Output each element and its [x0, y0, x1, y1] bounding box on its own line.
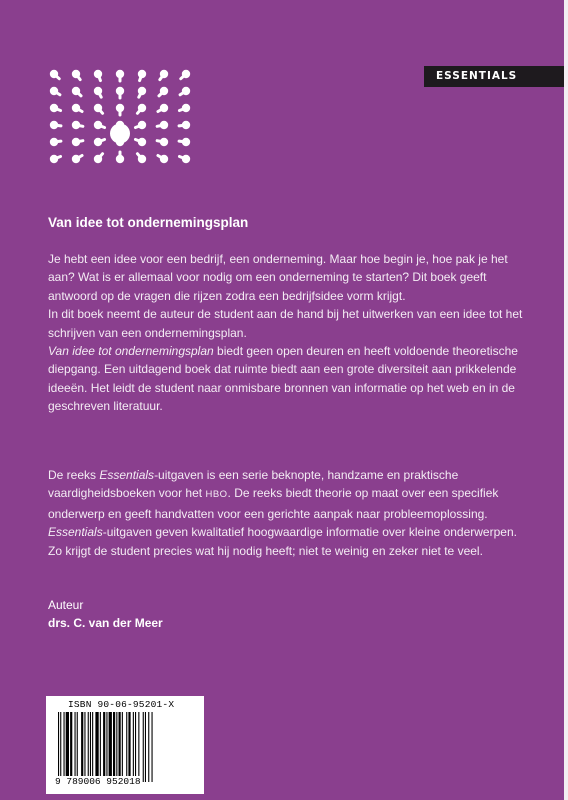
series-text-part: -uitgaven geven kwalitatief hoogwaardige informatie over kleine onderwerpen. Zo krijgt de student precies wat hij nodig heeft; niet te weinig en zeker niet te veel. — [48, 525, 517, 558]
logo-dot — [94, 104, 103, 114]
barcode-bar — [81, 712, 83, 782]
series-badge: ESSENTIALS — [424, 66, 564, 87]
barcode-bar — [126, 712, 127, 782]
logo-dot — [180, 87, 190, 95]
logo-dot — [179, 138, 190, 146]
intro-paragraph-3 — [48, 342, 528, 416]
barcode-bar — [75, 712, 76, 782]
series-name-italic: Essentials — [48, 525, 103, 540]
author-block — [48, 596, 163, 633]
barcode-bar — [95, 712, 98, 782]
barcode-panel — [46, 696, 204, 794]
intro-text — [48, 250, 528, 416]
barcode-bar — [113, 712, 115, 782]
barcode-bar — [70, 712, 72, 782]
barcode-bar — [60, 712, 61, 782]
barcode-bar — [122, 712, 123, 782]
barcode-bar — [133, 712, 134, 782]
series-paragraph — [48, 466, 528, 560]
page-edge — [564, 0, 568, 800]
logo-dot — [157, 121, 168, 129]
barcode-bar — [103, 712, 105, 782]
logo-center-dot — [110, 124, 130, 144]
logo-dot — [50, 121, 61, 129]
barcode-bar — [145, 712, 146, 782]
logo-dot — [160, 70, 168, 80]
barcode-bar — [64, 712, 65, 782]
barcode-bar — [100, 712, 101, 782]
logo-dot — [50, 155, 61, 163]
logo-dot — [50, 87, 60, 95]
logo-dot — [94, 154, 103, 164]
logo-dot — [94, 70, 102, 81]
logo-dot — [50, 70, 59, 79]
barcode-bar — [119, 712, 121, 782]
logo-dot — [158, 104, 168, 112]
logo-dot — [72, 155, 82, 163]
logo-dot — [135, 121, 146, 129]
logo-dot — [157, 138, 168, 146]
hbo-abbreviation: HBO — [205, 489, 228, 501]
logo-dot — [72, 70, 80, 80]
series-description — [48, 466, 528, 560]
barcode-bar — [58, 712, 59, 782]
logo-dot — [116, 87, 124, 98]
logo-dot — [94, 87, 102, 97]
logo-dot — [181, 70, 190, 79]
barcode-bar — [135, 712, 136, 782]
logo-dot — [116, 104, 124, 115]
barcode-bar — [116, 712, 117, 782]
logo-dot — [138, 70, 146, 81]
series-text-part: . De reeks biedt theorie op maat over een specifiek onderwerp en geeft handvatten voor een gerichte aanpak naar probleemoplossing. — [48, 486, 499, 521]
isbn-number: ISBN 90-06-95201-X — [68, 699, 175, 710]
logo-dot — [50, 104, 61, 112]
logo-dot — [72, 121, 83, 129]
barcode-bar — [88, 712, 89, 782]
intro-paragraph-1: Je hebt een idee voor een bedrijf, een onderneming. Maar hoe begin je, hoe pak je het aan? Wat is er allemaal voor nodig om een onderneming te starten? Dit boek geeft antwoord op de vragen die rijzen zodra een bedrijfsidee vorm krijgt. — [48, 252, 508, 303]
logo-dot — [72, 87, 81, 96]
author-label: Auteur — [48, 598, 84, 612]
book-title: Van idee tot ondernemingsplan — [48, 215, 249, 230]
logo-dot — [138, 87, 146, 97]
barcode-bar — [109, 712, 112, 782]
logo-dot — [179, 121, 190, 129]
dot-grid-logo-icon — [46, 66, 196, 170]
logo-dot — [116, 70, 124, 81]
intro-italic-title: Van idee tot ondernemingsplan — [48, 344, 214, 359]
logo-dot — [72, 104, 82, 112]
author-name: drs. C. van der Meer — [48, 616, 163, 631]
barcode-bar — [152, 712, 153, 782]
series-text-part: -uitgaven is een serie beknopte, handzame en praktische vaardigheidsboeken voor het — [48, 468, 459, 501]
logo-dot — [72, 138, 83, 146]
logo-dot — [179, 155, 190, 163]
barcode-bar — [106, 712, 107, 782]
logo-dot — [137, 104, 146, 114]
intro-paragraph-3-text: biedt geen open deuren en heeft voldoende theoretische diepgang. Een uitdagend boek dat ruimte biedt aan een grote diversiteit aan prikkelende ideeën. Het leidt de student naar onmisbare bronnen van informatie op het web en in de geschreven literatuur. — [48, 344, 518, 414]
barcode-bar — [77, 712, 78, 782]
logo-dot — [94, 138, 105, 146]
series-text-part: De reeks — [48, 468, 100, 482]
intro-paragraph-2: In dit boek neemt de auteur de student aan de hand bij het uitwerken van een idee tot het schrijven van een ondernemingsplan. — [48, 307, 523, 340]
logo-dot — [50, 138, 61, 146]
barcode-bar — [92, 712, 93, 782]
barcode-bar — [143, 712, 144, 782]
logo-dot — [158, 155, 168, 163]
logo-dot — [94, 121, 105, 129]
logo-dot — [137, 154, 146, 164]
barcode-bar — [138, 712, 139, 782]
barcode-bar — [90, 712, 91, 782]
barcode-bar — [84, 712, 85, 782]
barcode-bar — [148, 712, 149, 782]
barcode-bar — [66, 712, 69, 782]
barcode-icon — [56, 712, 196, 782]
logo-dot — [179, 104, 190, 112]
ean-digits: 9 789006 952018 — [55, 776, 141, 787]
logo-dot — [159, 87, 168, 96]
logo-dot — [135, 138, 146, 146]
logo-dot — [116, 152, 124, 163]
barcode-bar — [128, 712, 130, 782]
series-name-italic: Essentials — [99, 468, 155, 482]
